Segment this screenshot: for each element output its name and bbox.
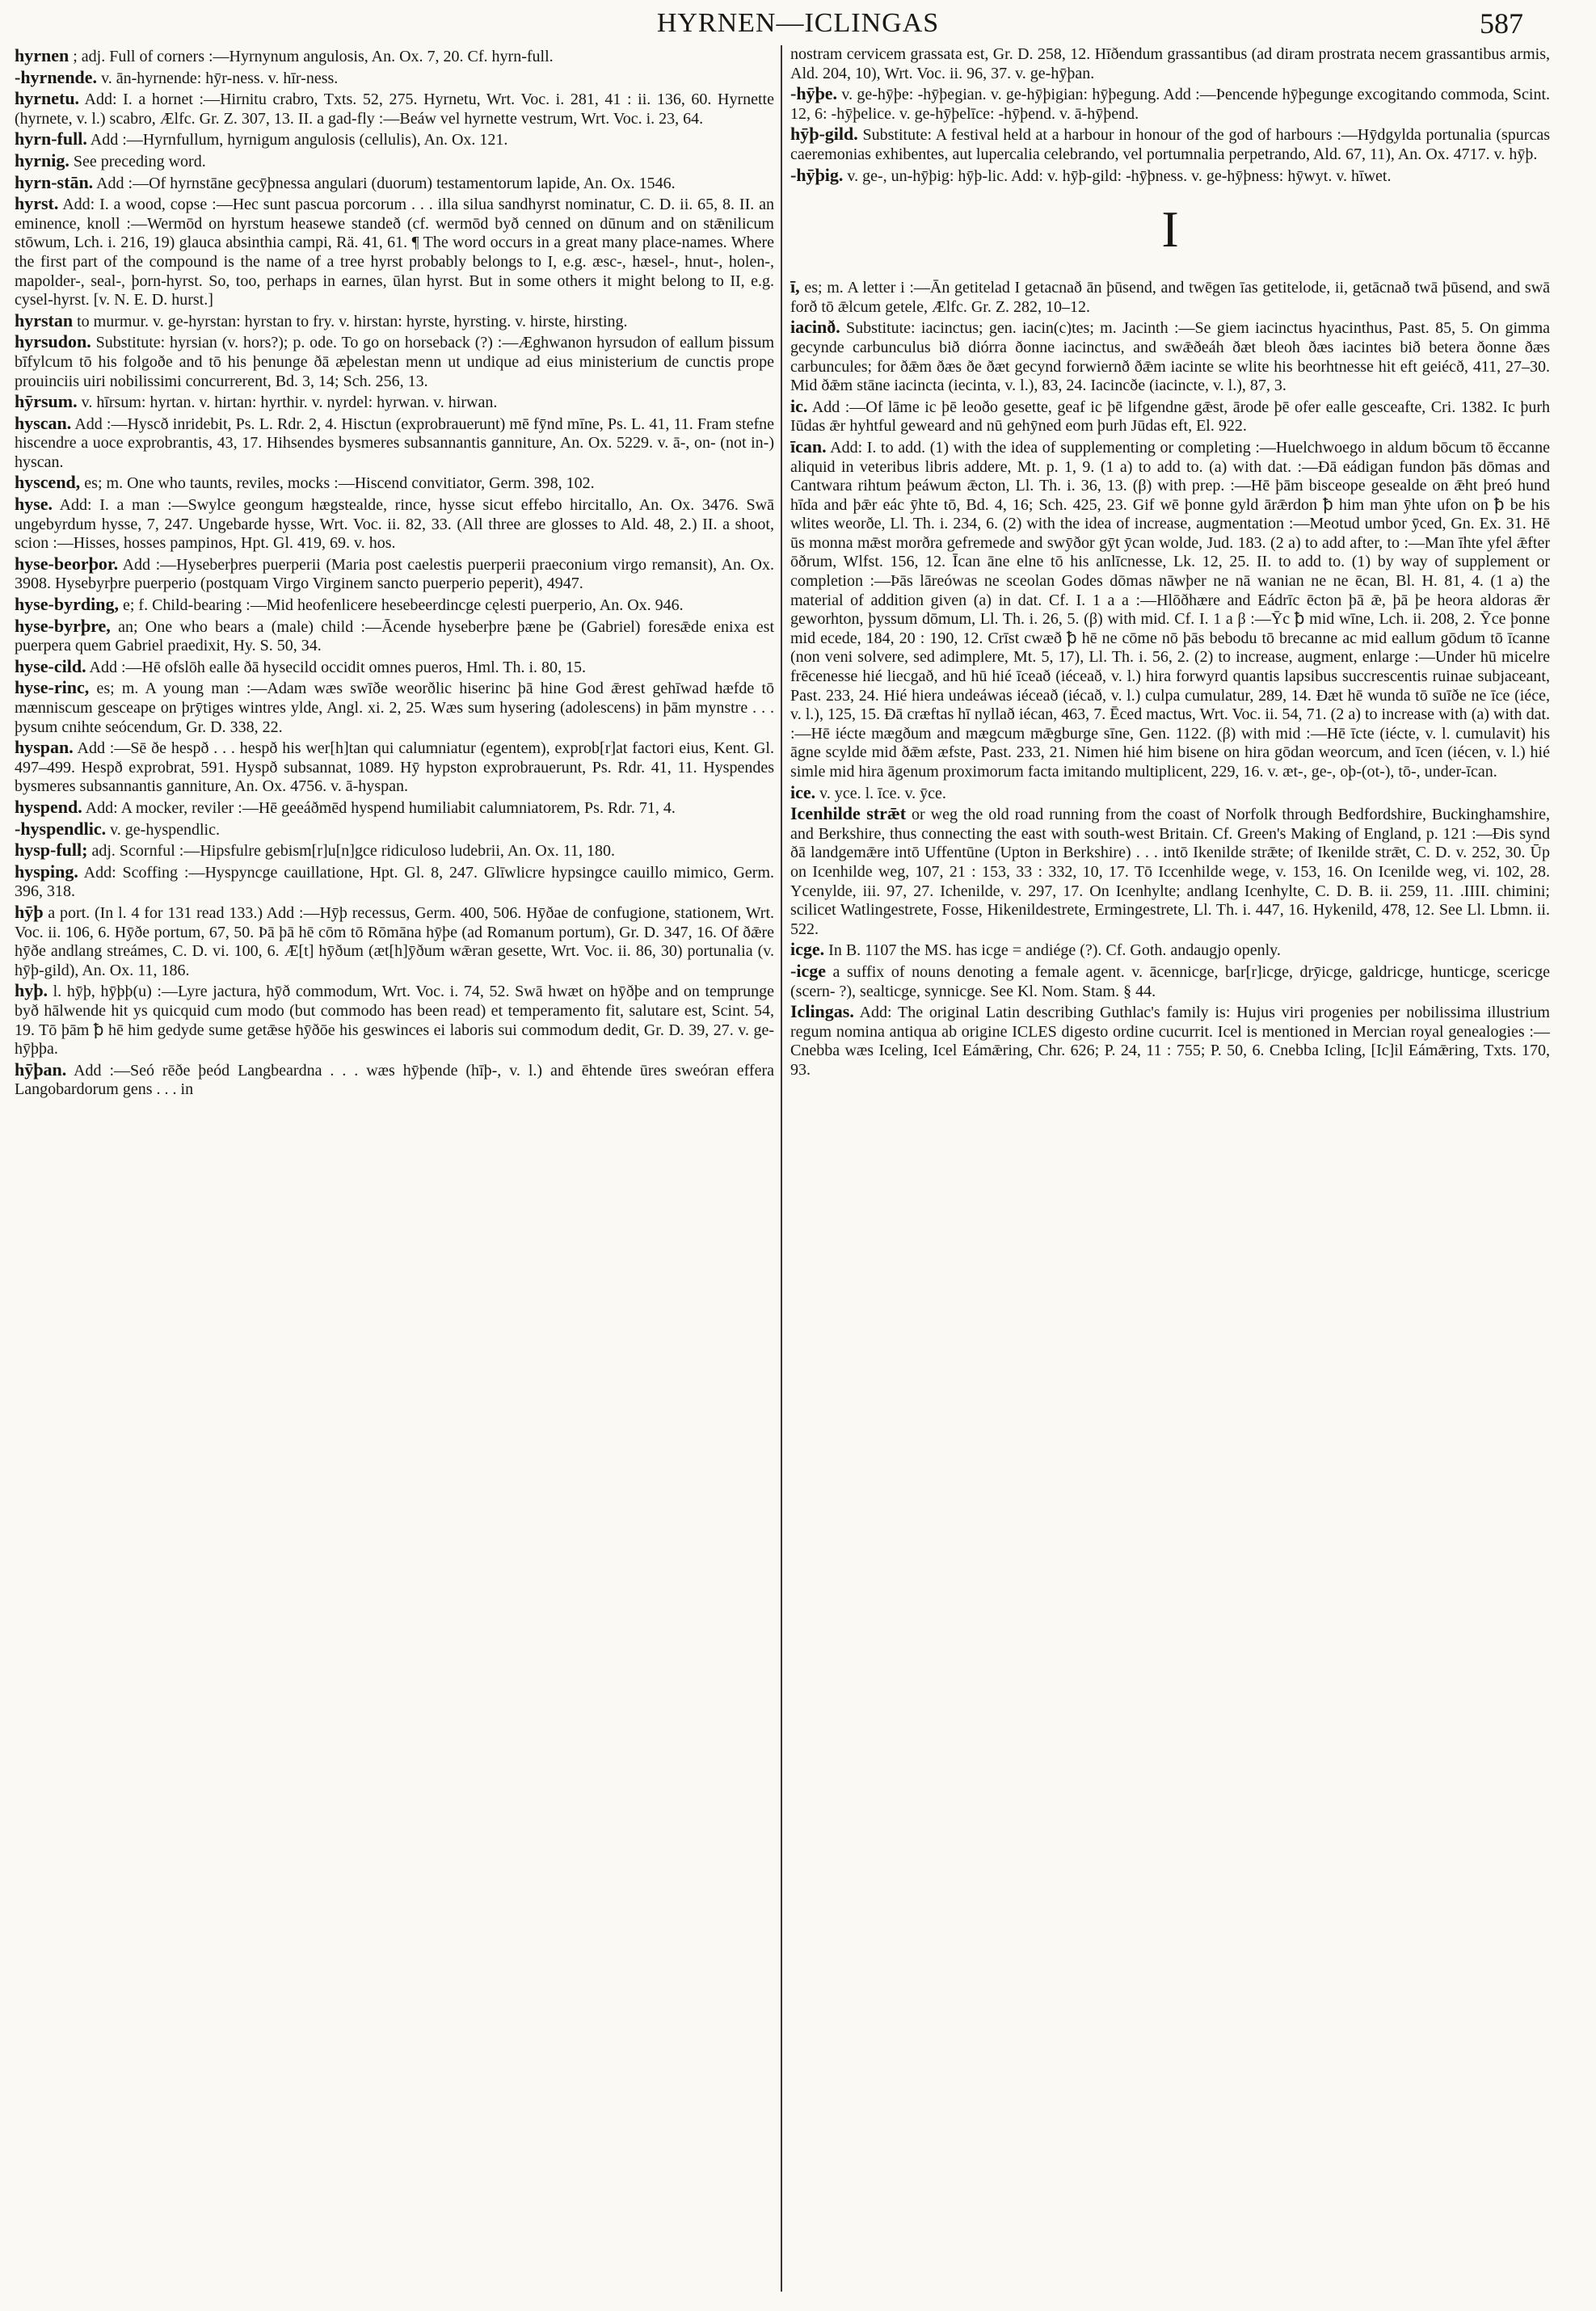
dictionary-entry	[790, 782, 1550, 804]
entry-definition: an; One who bears a (male) child :—Ācende hyseberþre þæne þe (Gabriel) foresǣde enixa est puerpera quem Gabriel praedixit, Hy. S. 50, 34.	[15, 617, 774, 655]
entry-headword: hyrst.	[15, 193, 59, 214]
entry-definition: v. hīrsum: hyrtan. v. hirtan: hyrthir. v. nyrdel: hyrwan. v. hirwan.	[81, 394, 498, 412]
dictionary-entry	[790, 803, 1550, 939]
dictionary-entry	[15, 594, 774, 616]
entry-headword: hyspan.	[15, 737, 74, 758]
entry-definition: es; m. A young man :—Adam wæs swīðe weorðlic hiserinc þā hine God ǣrest gehīwad hæfde tō mænniscum gesceape on þrȳtiges wintres ylde, Angl. xi. 2, 25. Wæs sum hysering (adolescens) in þām mynstre . . . þysum cnihte seócendum, Gr. D. 338, 22.	[15, 680, 774, 736]
text-columns	[0, 45, 1596, 2292]
dictionary-entry	[15, 413, 774, 473]
entry-definition: Substitute: iacinctus; gen. iacin(c)tes; m. Jacinth :—Se giem iacinctus hyacinthus, Past. 85, 5. On gimma gecynde carbunculus bið diórra ðonne iacinctus, and swǣðeáh ðæt bleoh ðæs iacintes bið betera ðonne ðæs carbuncules; for ðǣm ðæs ðe ðæt gecynd forwiernð ðǣm iacinte se wlite his beorhtnesse hit eft geiécð, 411, 27–30. Mid ðǣm stāne iacincta (iecinta, v. l.), 83, 24. Iacincðe (iacincte, v. l.), 87, 3.	[790, 319, 1550, 395]
entry-definition: Add :—Of hyrnstāne gecȳþnessa angulari (duorum) testamentorum lapide, An. Ox. 1546.	[96, 174, 676, 192]
entry-definition: Add :—Hyscð inridebit, Ps. L. Rdr. 2, 4. Hisctun (exprobrauerunt) mē fȳnd mīne, Ps. L. 41, 11. Fram stefne hiscendre a uoce exprobrantis, 43, 17. Hihsendes bysmeres subsannantis ganniture, An. Ox. 5229. v. ā-, on- (not in-) hyscan.	[15, 415, 774, 471]
left-column	[15, 45, 774, 2292]
dictionary-entry	[15, 67, 774, 89]
entry-definition: Add :—Sē ðe hespð . . . hespð his wer[h]tan qui calumniatur (egentem), exprob[r]at factori eius, Kent. Gl. 497–499. Hespð exprobrat, 591. Hyspð subsannat, 1089. Hȳ hypston exprobrauerunt, Ps. Rdr. 41, 11. Hyspendes bysmeres subsannantis ganniture, An. Ox. 4756. v. ā-hyspan.	[15, 739, 774, 796]
dictionary-entry	[790, 45, 1550, 83]
entry-headword: hyrnetu.	[15, 88, 80, 109]
page-number: 587	[1480, 7, 1523, 40]
entry-definition: nostram cervicem grassata est, Gr. D. 258, 12. Hīðendum grassantibus (ad diram prostrata necem grassantibus armis, Ald. 204, 10), Wrt. Voc. ii. 96, 37. v. ge-hȳþan.	[790, 45, 1550, 82]
entry-definition: Add: A mocker, reviler :—Hē geeáðmēd hyspend humiliabit calumniatorem, Ps. Rdr. 71, 4.	[85, 798, 676, 817]
entry-headword: hyrn-full.	[15, 128, 87, 149]
entry-definition: v. ge-hyspendlic.	[110, 820, 220, 839]
entry-headword: Icenhilde strǣt	[790, 803, 907, 824]
entry-definition: Add: I. a hornet :—Hirnitu crabro, Txts. 52, 275. Hyrnetu, Wrt. Voc. i. 281, 41 : ii. 136, 60. Hyrnette (hyrnete, v. l.) scabro, Ælfc. Gr. Z. 307, 13. II. a gad-fly :—Beáw vel hyrnette vestrum, Wrt. Voc. i. 23, 64.	[15, 91, 774, 128]
entry-headword: ī,	[790, 276, 800, 297]
dictionary-entry	[15, 391, 774, 413]
dictionary-entry	[15, 150, 774, 172]
entry-headword: hȳþ	[15, 901, 44, 922]
entry-definition: or weg the old road running from the coast of Norfolk through Bedfordshire, Buckinghamshire, and Berkshire, thus connecting the east with south-west Britain. Cf. Green's Making of England, p. 121 :—Ðis synd ðā landgemǣre intō Uffentūne (Upton in Berkshire) . . . intō Ikenilde strǣte; of Ikenilde strǣt, C. D. v. 252, 30. Ūp on Icenhilde weg, 107, 21 : 153, 33 : 332, 10, 17. Tō Iccenhilde wege, v. 153, 16. On Icenilde weg, vi. 102, 28. Ycenylde, iii. 97, 27. Ichenilde, v. 297, 17. On Icenhylte; andlang Icenhylte, C. D. B. ii. 259, 11. .IIII. chimini; scilicet Watlingestrete, Fosse, Hikenildestrete, Ermingestrete, Ll. Th. i. 447, 16. Hykenild, 478, 12. See Ll. Lbmn. ii. 522.	[790, 806, 1550, 938]
entry-definition: to murmur. v. ge-hyrstan: hyrstan to fry. v. hirstan: hyrste, hyrsting. v. hirste, hirsting.	[77, 312, 628, 330]
dictionary-entry	[15, 616, 774, 656]
dictionary-entry	[790, 165, 1550, 187]
dictionary-entry	[15, 737, 774, 797]
entry-definition: Add :—Of lāme ic þē leoðo gesette, geaf ic þē lifgendne gǣst, ārode þē ofer ealle gesceafte, Cri. 1382. Ic þurh Iūdas ǣr hyhtful geweard and nū gehȳned eom þurh Jūdas eft, El. 922.	[790, 398, 1550, 436]
entry-headword: ice.	[790, 781, 816, 802]
entry-headword: hyscend,	[15, 472, 81, 493]
dictionary-entry	[15, 554, 774, 594]
entry-headword: īcan.	[790, 436, 827, 457]
entry-definition: v. yce. l. īce. v. ȳce.	[819, 784, 946, 802]
entry-definition: adj. Scornful :—Hipsfulre gebism[r]u[n]gce ridiculoso ludebrii, An. Ox. 11, 180.	[91, 842, 615, 861]
dictionary-entry	[15, 172, 774, 194]
entry-definition: es; m. A letter i :—Ān getitelad I getacnað ān þūsend, and twēgen īas getitelode, ii, getācnað twā þūsend, and swā forð tō ǣlcum getele, Ælfc. Gr. Z. 282, 10–12.	[790, 279, 1550, 316]
entry-headword: hyrnig.	[15, 149, 69, 170]
dictionary-entry	[15, 128, 774, 150]
dictionary-entry	[15, 45, 774, 67]
entry-definition: Add :—Hē ofslōh ealle ðā hysecild occidit omnes pueros, Hml. Th. i. 80, 15.	[89, 658, 587, 676]
running-head: HYRNEN—ICLINGAS	[656, 8, 940, 38]
entry-headword: -hȳþig.	[790, 164, 844, 185]
dictionary-entry	[15, 656, 774, 678]
entry-headword: hyrnen	[15, 45, 69, 65]
dictionary-entry	[790, 317, 1550, 395]
dictionary-entry	[790, 961, 1550, 1001]
entry-headword: hyse-cild.	[15, 655, 86, 676]
entry-definition: Substitute: hyrsian (v. hors?); p. ode. To go on horseback (?) :—Æghwanon hyrsudon of eallum þissum bīfylcum tō his folgoðe and tō his þenunge ðā æþelestan menn ut undique ad eius ministerium de cunctis prope prouinciis uiri nobilissimi concurrerent, Bd. 3, 14; Sch. 256, 13.	[15, 334, 774, 390]
dictionary-entry	[790, 436, 1550, 782]
entry-headword: hyse-byrding,	[15, 594, 119, 615]
entry-headword: hyspend.	[15, 796, 82, 817]
entry-definition: Add: I. a man :—Swylce geongum hægstealde, rince, hysse sicut effebo hircitallo, An. Ox. 3476. Swā ungebyrdum hysse, 7, 247. Ungebarde hysse, Wrt. Voc. ii. 82, 33. (All three are glosses to Ald. 48, 2.) II. a shoot, scion :—Hisses, hosses pampinos, Hpt. Gl. 419, 69. v. hos.	[15, 496, 774, 553]
entry-definition: Add: Scoffing :—Hyspyncge cauillatione, Hpt. Gl. 8, 247. Glīwlicre hypsingce cauillo mimico, Germ. 396, 318.	[15, 863, 774, 901]
entry-headword: hȳrsum.	[15, 391, 78, 412]
dictionary-entry	[15, 797, 774, 819]
entry-headword: -icge	[790, 960, 826, 981]
section-letter: I	[1161, 200, 1179, 259]
entry-definition: Add :—Hyseberþres puerperii (Maria post caelestis puerperii praeconium virgo remansit), An. Ox. 3908. Hysebyrþre puerperio (postquam Virgo Virginem sancto puerperio peperit), 4947.	[15, 555, 774, 593]
dictionary-entry	[15, 472, 774, 494]
dictionary-entry	[15, 193, 774, 310]
entry-headword: hyrn-stān.	[15, 171, 94, 192]
entry-headword: -hyrnende.	[15, 66, 98, 87]
dictionary-entry	[15, 819, 774, 840]
right-column	[790, 45, 1550, 2292]
dictionary-entry	[15, 861, 774, 902]
entry-headword: ic.	[790, 395, 808, 416]
dictionary-entry	[15, 902, 774, 980]
entry-definition: See preceding word.	[73, 152, 206, 170]
page-header	[0, 5, 1596, 45]
entry-headword: hyse-rinc,	[15, 677, 90, 698]
dictionary-entry	[15, 677, 774, 737]
entry-definition: Add: The original Latin describing Guthlac's family is: Hujus viri progenies per nobilissima illustrium regum nomina antiqua ab origine ICLES digesto ordine cucurrit. Icel is mentioned in Mercian royal genealogies :—Cnebba wæs Iceling, Icel Eámǣring, Chr. 626; P. 24, 11 : 755; P. 50, 6. Cnebba Icling, [Ic]il Eámǣring, Txts. 170, 93.	[790, 1004, 1550, 1079]
entry-definition: Substitute: A festival held at a harbour in honour of the god of harbours :—Hȳdgylda portunalia (spurcas caeremonias exhibentes, aut lupercalia celebrando, vel portumnalia perpetrando, Ald. 67, 11), An. Ox. 4717. v. hȳþ.	[790, 126, 1550, 163]
dictionary-entry	[790, 124, 1550, 164]
dictionary-entry	[15, 980, 774, 1059]
entry-headword: -hȳþe.	[790, 83, 838, 104]
entry-headword: hysp-full;	[15, 840, 88, 861]
dictionary-entry	[15, 331, 774, 391]
dictionary-entry	[15, 840, 774, 861]
entry-definition: e; f. Child-bearing :—Mid heofenlicere hesebeerdincge cęlesti puerperio, An. Ox. 946.	[122, 596, 684, 615]
entry-headword: hyse.	[15, 494, 53, 515]
entry-definition: ; adj. Full of corners :—Hyrnynum angulosis, An. Ox. 7, 20. Cf. hyrn-full.	[73, 48, 554, 65]
entry-definition: v. ge-hȳþe: -hȳþegian. v. ge-hȳþigian: hȳþegung. Add :—Þencende hȳþegunge excogitando commoda, Scint. 12, 6: -hȳþelice. v. ge-hȳþelīce: -hȳþend. v. ā-hȳþend.	[790, 86, 1550, 123]
entry-definition: v. ān-hyrnende: hȳr-ness. v. hīr-ness.	[101, 69, 339, 87]
entry-headword: hyscan.	[15, 412, 72, 433]
dictionary-entry	[790, 396, 1550, 436]
entry-headword: hyrsudon.	[15, 331, 91, 352]
entry-definition: Add: I. a wood, copse :—Hec sunt pascua porcorum . . . illa silua sandhyrst nominatur, C. D. ii. 65, 8. II. an eminence, knoll :—Wermōd on hyrstum heasewe standeð (cf. wermōd byð cenned on dūnum and on stǣnilicum stōwum, Lch. i. 216, 19) glauca absinthia campi, Rä. 41, 61. ¶ The word occurs in a great many place-names. Where the first part of the compound is the name of a tree hyrst probably belongs to I, e.g. æsc-, hæsel-, hnut-, holen-, mapolder-, seal-, þorn-hyrst. So, too, perhaps in earnes, ūlan hyrst. But in some others it might belong to II, e.g. cysel-hyrst. [v. N. E. D. hurst.]	[15, 196, 774, 309]
entry-headword: iacinð.	[790, 317, 840, 338]
dictionary-entry	[15, 494, 774, 554]
column-divider	[781, 45, 782, 2292]
dictionary-entry	[15, 88, 774, 128]
entry-headword: hyrstan	[15, 309, 74, 330]
entry-definition: In B. 1107 the MS. has icge = andiége (?). Cf. Goth. andaugjo openly.	[828, 941, 1281, 960]
entry-headword: hyse-beorþor.	[15, 553, 119, 574]
entry-headword: hysping.	[15, 861, 78, 882]
entry-definition: a port. (In l. 4 for 131 read 133.) Add :—Hȳþ recessus, Germ. 400, 506. Hȳðae de confugione, stationem, Wrt. Voc. ii. 106, 6. Hȳðe portum, 67, 50. Þā þā hē cōm tō Rōmāna hȳþe (ad Romanum portum), Gr. D. 347, 16. Of ðǣre hȳðe andlang streámes, C. D. vi. 100, 6. Æ[t] hȳðum (æt[h]ȳðum wǣran gesette, Wrt. Voc. ii. 86, 30) portunalia (v. hȳþ-gild), An. Ox. 11, 186.	[15, 903, 774, 979]
dictionary-entry	[790, 276, 1550, 317]
entry-headword: hȳþan.	[15, 1059, 67, 1080]
entry-definition: v. ge-, un-hȳþig: hȳþ-lic. Add: v. hȳþ-gild: -hȳþness. v. ge-hȳþness: hȳwyt. v. hīwet.	[847, 166, 1392, 185]
entry-headword: hyþ.	[15, 980, 48, 1001]
entry-headword: hȳþ-gild.	[790, 124, 858, 145]
entry-definition: es; m. One who taunts, reviles, mocks :—Hiscend convitiator, Germ. 398, 102.	[84, 474, 595, 493]
entry-headword: -hyspendlic.	[15, 818, 107, 839]
entry-definition: Add: I. to add. (1) with the idea of supplementing or completing :—Huelchwoego in aldum bōcum tō ēccanne aliquid in veteribus libris addere, Mt. p. 1, 9. (1 a) to add to. (a) with dat. :—Ðā eádigan fundon þās dōmas and Cantwara rihtum þeáwum ǣcton, Ll. Th. i. 36, 13. (β) with prep. :—Hē þām bisceope gesealde on ǣht þreó hund hīda and þǣr eác ȳhte tō, Bd. 4, 16; Sch. 425, 23. Gif wē þonne gyld ārǣrdon ꝥ him man ȳhte ufon on ꝥ be his wlites weorðe, Ll. Th. i. 234, 6. (2) with the idea of increase, augmentation :—Meotud umbor ȳced, Gn. Ex. 31. Hē ūs monna mǣst morðra gefremede and swȳðor gȳt ȳcan wolde, Jud. 183. (2 a) to add after, to :—Man īhte yfel ǣfter ōðrum, Wlfst. 156, 12. Īcan āne elne tō his anlīcnesse, Lk. 12, 25. II. to add to. (1) by way of supplement or completion :—Þās lāreówas ne sceolan Godes dōmas nāwþer ne nā wanian ne ne ēcan, Bl. H. 81, 4. (1 a) the material of addition given (a) in dat. Cf. I. 1 a a :—Hlōðhære and Eádrīc ēcton þā ǣ, þā þe heora aldoras ǣr geworhton, þyssum dōmum, Ll. Th. i. 26, 5. (β) with mid. Cf. I. 1 a β :—Ȳc ꝥ mid wīne, Lch. ii. 208, 2. Ȳce þonne mid ecede, 184, 20 : 190, 12. Crīst cwæð ꝥ hē ne cōme nō þās bebodu tō brecanne ac mid eallum gōdum tō īcanne (non veni solvere, sed adimplere, Mt. 5, 17), Ll. Th. i. 56, 2. (2) to increase, augment, enlarge :—Under hū micelre frēcenesse hié liecgað, and hū hié īceað (iéceað, v. l.) hira forwyrd quantis lapsibus succrescentis ruinae subjaceant, Past. 233, 24. Hié hiera undeáwas iéceað (iécað, v. l.) culpa cumulatur, 289, 14. Ðæt hē wunda tō suīðe ne īce (iéce, v. l.), 125, 15. Ðā cræftas hī nyllað iécan, 463, 7. Ēced mactus, Wrt. Voc. ii. 54, 71. (2 a) to increase with (a) with dat. :—Hē iécte mægðum and mægcum mǣgburge sīne, Gen. 1122. (β) with mid :—Hē īcte (iécte, v. l. cumulavit) his āgne scylde mid ðǣm æfste, Past. 233, 21. Nimen hié him bisene on hira gōdan weorcum, and īcen (iécen, v. l.) hié simle mid hira āgenum proximorum facta imitando multiplicent, 229, 16. v. æt-, ge-, oþ-(ot-), tō-, under-īcan.	[790, 438, 1550, 781]
dictionary-entry	[790, 1001, 1550, 1080]
entry-definition: a suffix of nouns denoting a female agent. v. ācennicge, bar[r]icge, drȳicge, galdricge, hunticge, scericge (scern- ?), sealticge, synnicge. See Kl. Nom. Stam. § 44.	[790, 962, 1550, 1000]
dictionary-entry	[15, 310, 774, 332]
dictionary-entry	[790, 939, 1550, 961]
dictionary-entry	[15, 1059, 774, 1100]
entry-definition: Add :—Seó rēðe þeód Langbeardna . . . wæs hȳþende (hīþ-, v. l.) and ēhtende ūres sweóran effera Langobardorum gens . . . in	[15, 1061, 774, 1099]
entry-headword: Iclingas.	[790, 1001, 854, 1022]
entry-definition: l. hȳþ, hȳþþ(u) :—Lyre jactura, hȳð commodum, Wrt. Voc. i. 74, 52. Swā hwæt on hȳðþe and on temprunge byð hālwende hit ys quicquid cum modo (but commodo has been read) et temperamento fit, salutare est, Scint. 54, 19. Tō þām ꝥ hē him gedyde sume getǣse hȳðōe his geswinces ei laboris sui commodum dedit, Gr. D. 39, 27. v. ge-hȳþþa.	[15, 983, 774, 1059]
entry-headword: icge.	[790, 939, 825, 960]
dictionary-entry	[790, 83, 1550, 124]
entry-definition: Add :—Hyrnfullum, hyrnigum angulosis (cellulis), An. Ox. 121.	[90, 131, 508, 149]
entry-headword: hyse-byrþre,	[15, 615, 111, 636]
